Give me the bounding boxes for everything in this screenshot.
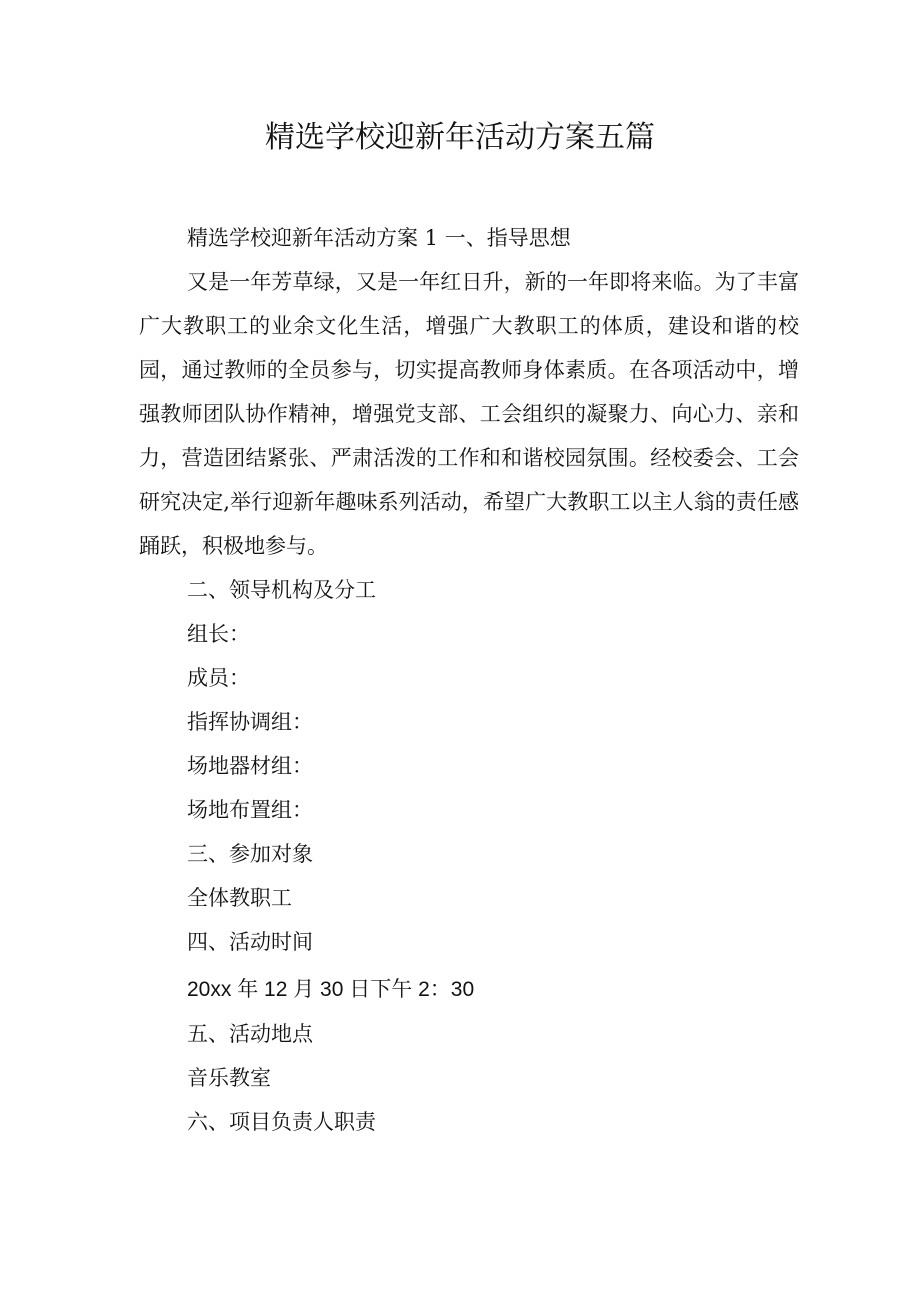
coordination-group-label: 指挥协调组： <box>187 710 313 734</box>
document-body <box>139 216 799 1144</box>
layout-group-label: 场地布置组： <box>187 798 313 822</box>
section-leadership: 二、领导机构及分工 <box>187 578 376 602</box>
section-location: 五、活动地点 <box>187 1022 313 1046</box>
members-label: 成员： <box>187 666 250 690</box>
section-participants: 三、参加对象 <box>187 842 313 866</box>
document-title: 精选学校迎新年活动方案五篇 <box>265 120 655 155</box>
guiding-paragraph: 又是一年芳草绿，又是一年红日升，新的一年即将来临。为了丰富广大教职工的业余文化生活，增强广大教职工的体质，建设和谐的校园，通过教师的全员参与，切实提高教师身体素质。在各项活动中，增强教师团队协作精神，增强党支部、工会组织的凝聚力、向心力、亲和力，营造团结紧张、严肃活泼的工作和和谐校园氛围。经校委会、工会研究决定,举行迎新年趣味系列活动，希望广大教职工以主人翁的责任感踊跃，积极地参与。 <box>139 270 799 558</box>
section-time: 四、活动时间 <box>187 930 313 954</box>
time-value: 20xx 年 12 月 30 日下午 2：30 <box>187 978 475 1001</box>
participants-value: 全体教职工 <box>187 886 292 910</box>
equipment-group-label: 场地器材组： <box>187 754 313 778</box>
location-value: 音乐教室 <box>187 1066 271 1090</box>
section-responsibilities: 六、项目负责人职责 <box>187 1110 376 1134</box>
leader-label: 组长： <box>187 622 250 646</box>
heading-line: 精选学校迎新年活动方案 1 一、指导思想 <box>187 226 571 250</box>
